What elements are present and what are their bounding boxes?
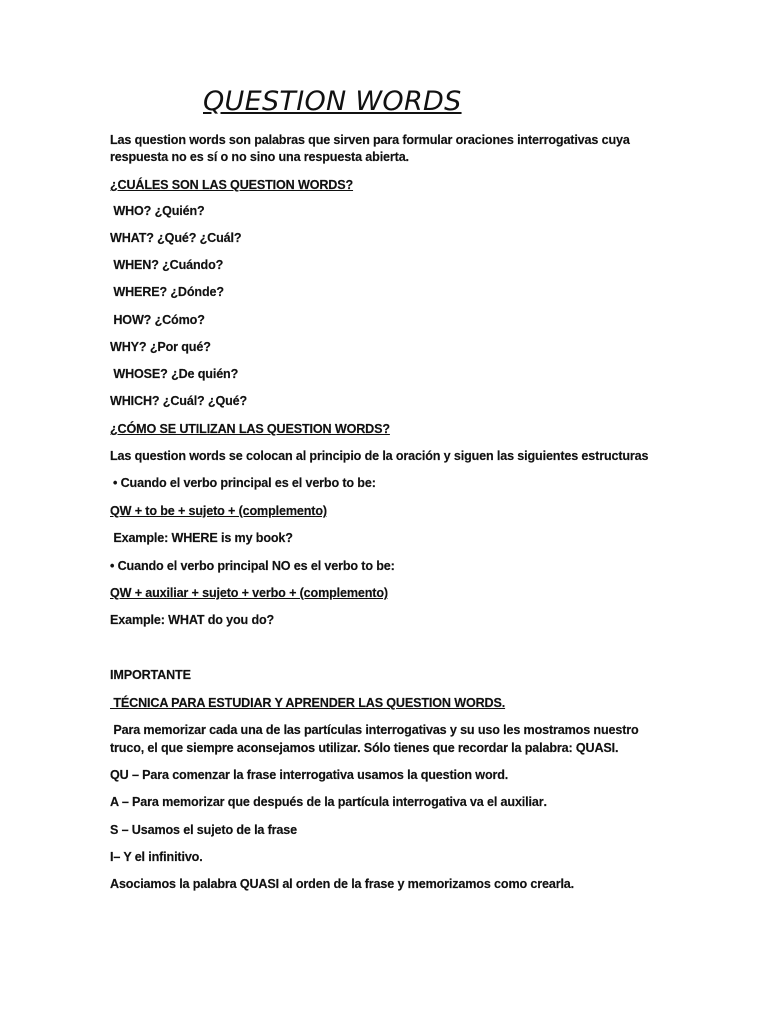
formula-to-be: QW + to be + sujeto + (complemento) [110, 504, 327, 518]
quasi-text: . [504, 768, 509, 782]
example-to-be: Example: WHERE is my book? [110, 531, 293, 545]
formula-auxiliary: QW + auxiliar + sujeto + verbo + (complemento) [110, 586, 388, 600]
quasi-text: QU – Para comenzar la frase interrogativa usamos la [110, 768, 421, 782]
page-title: QUESTION WORDS [203, 86, 462, 117]
usage-intro: Las question words se colocan al principio de la oración y siguen las siguientes estructuras [110, 449, 649, 463]
quasi-bold: question word [420, 768, 505, 782]
question-word-item: WHOSE? ¿De quién? [110, 367, 239, 381]
question-word-item: WHO? ¿Quién? [110, 204, 205, 218]
question-word-item: WHEN? ¿Cuándo? [110, 258, 224, 272]
question-word-item: WHERE? ¿Dónde? [110, 285, 224, 299]
quasi-a [110, 793, 547, 811]
bullet-case-to-be: • Cuando el verbo principal es el verbo to be: [113, 476, 376, 490]
quasi-bold: auxiliar [500, 795, 544, 809]
question-word-item: WHICH? ¿Cuál? ¿Qué? [110, 394, 248, 408]
quasi-text: I– Y el [110, 850, 149, 864]
technique-line: Para memorizar cada una de las partículas interrogativas y su uso les mostramos nuestro [110, 723, 639, 737]
quasi-qu [110, 766, 508, 784]
important-label: IMPORTANTE [110, 668, 191, 682]
section-heading-technique: TÉCNICA PARA ESTUDIAR Y APRENDER LAS QUESTION WORDS. [110, 696, 506, 710]
quasi-text: . [199, 850, 203, 864]
closing-line: Asociamos la palabra QUASI al orden de la frase y memorizamos como crearla. [110, 877, 575, 891]
intro-line: respuesta no es sí o no sino una respuesta abierta. [110, 150, 409, 164]
section-heading-usage: ¿CÓMO SE UTILIZAN LAS QUESTION WORDS? [110, 422, 390, 436]
example-auxiliary: Example: WHAT do you do? [110, 613, 275, 627]
quasi-bold: infinitivo [148, 850, 200, 864]
bullet-case-not-to-be: • Cuando el verbo principal NO es el verbo to be: [110, 559, 395, 573]
quasi-text: . [543, 795, 547, 809]
intro-line: Las question words son palabras que sirven para formular oraciones interrogativas cuya [110, 133, 630, 147]
quasi-i [110, 848, 203, 866]
technique-line: truco, el que siempre aconsejamos utilizar. Sólo tienes que recordar la palabra: QUASI. [110, 741, 619, 755]
section-heading-which: ¿CUÁLES SON LAS QUESTION WORDS? [110, 178, 354, 192]
question-word-item: WHY? ¿Por qué? [110, 340, 211, 354]
quasi-s: S – Usamos el sujeto de la frase [110, 823, 297, 837]
question-word-item: WHAT? ¿Qué? ¿Cuál? [110, 231, 242, 245]
question-word-item: HOW? ¿Cómo? [110, 313, 205, 327]
quasi-text: A – Para memorizar que después de la partícula interrogativa va el [110, 795, 501, 809]
